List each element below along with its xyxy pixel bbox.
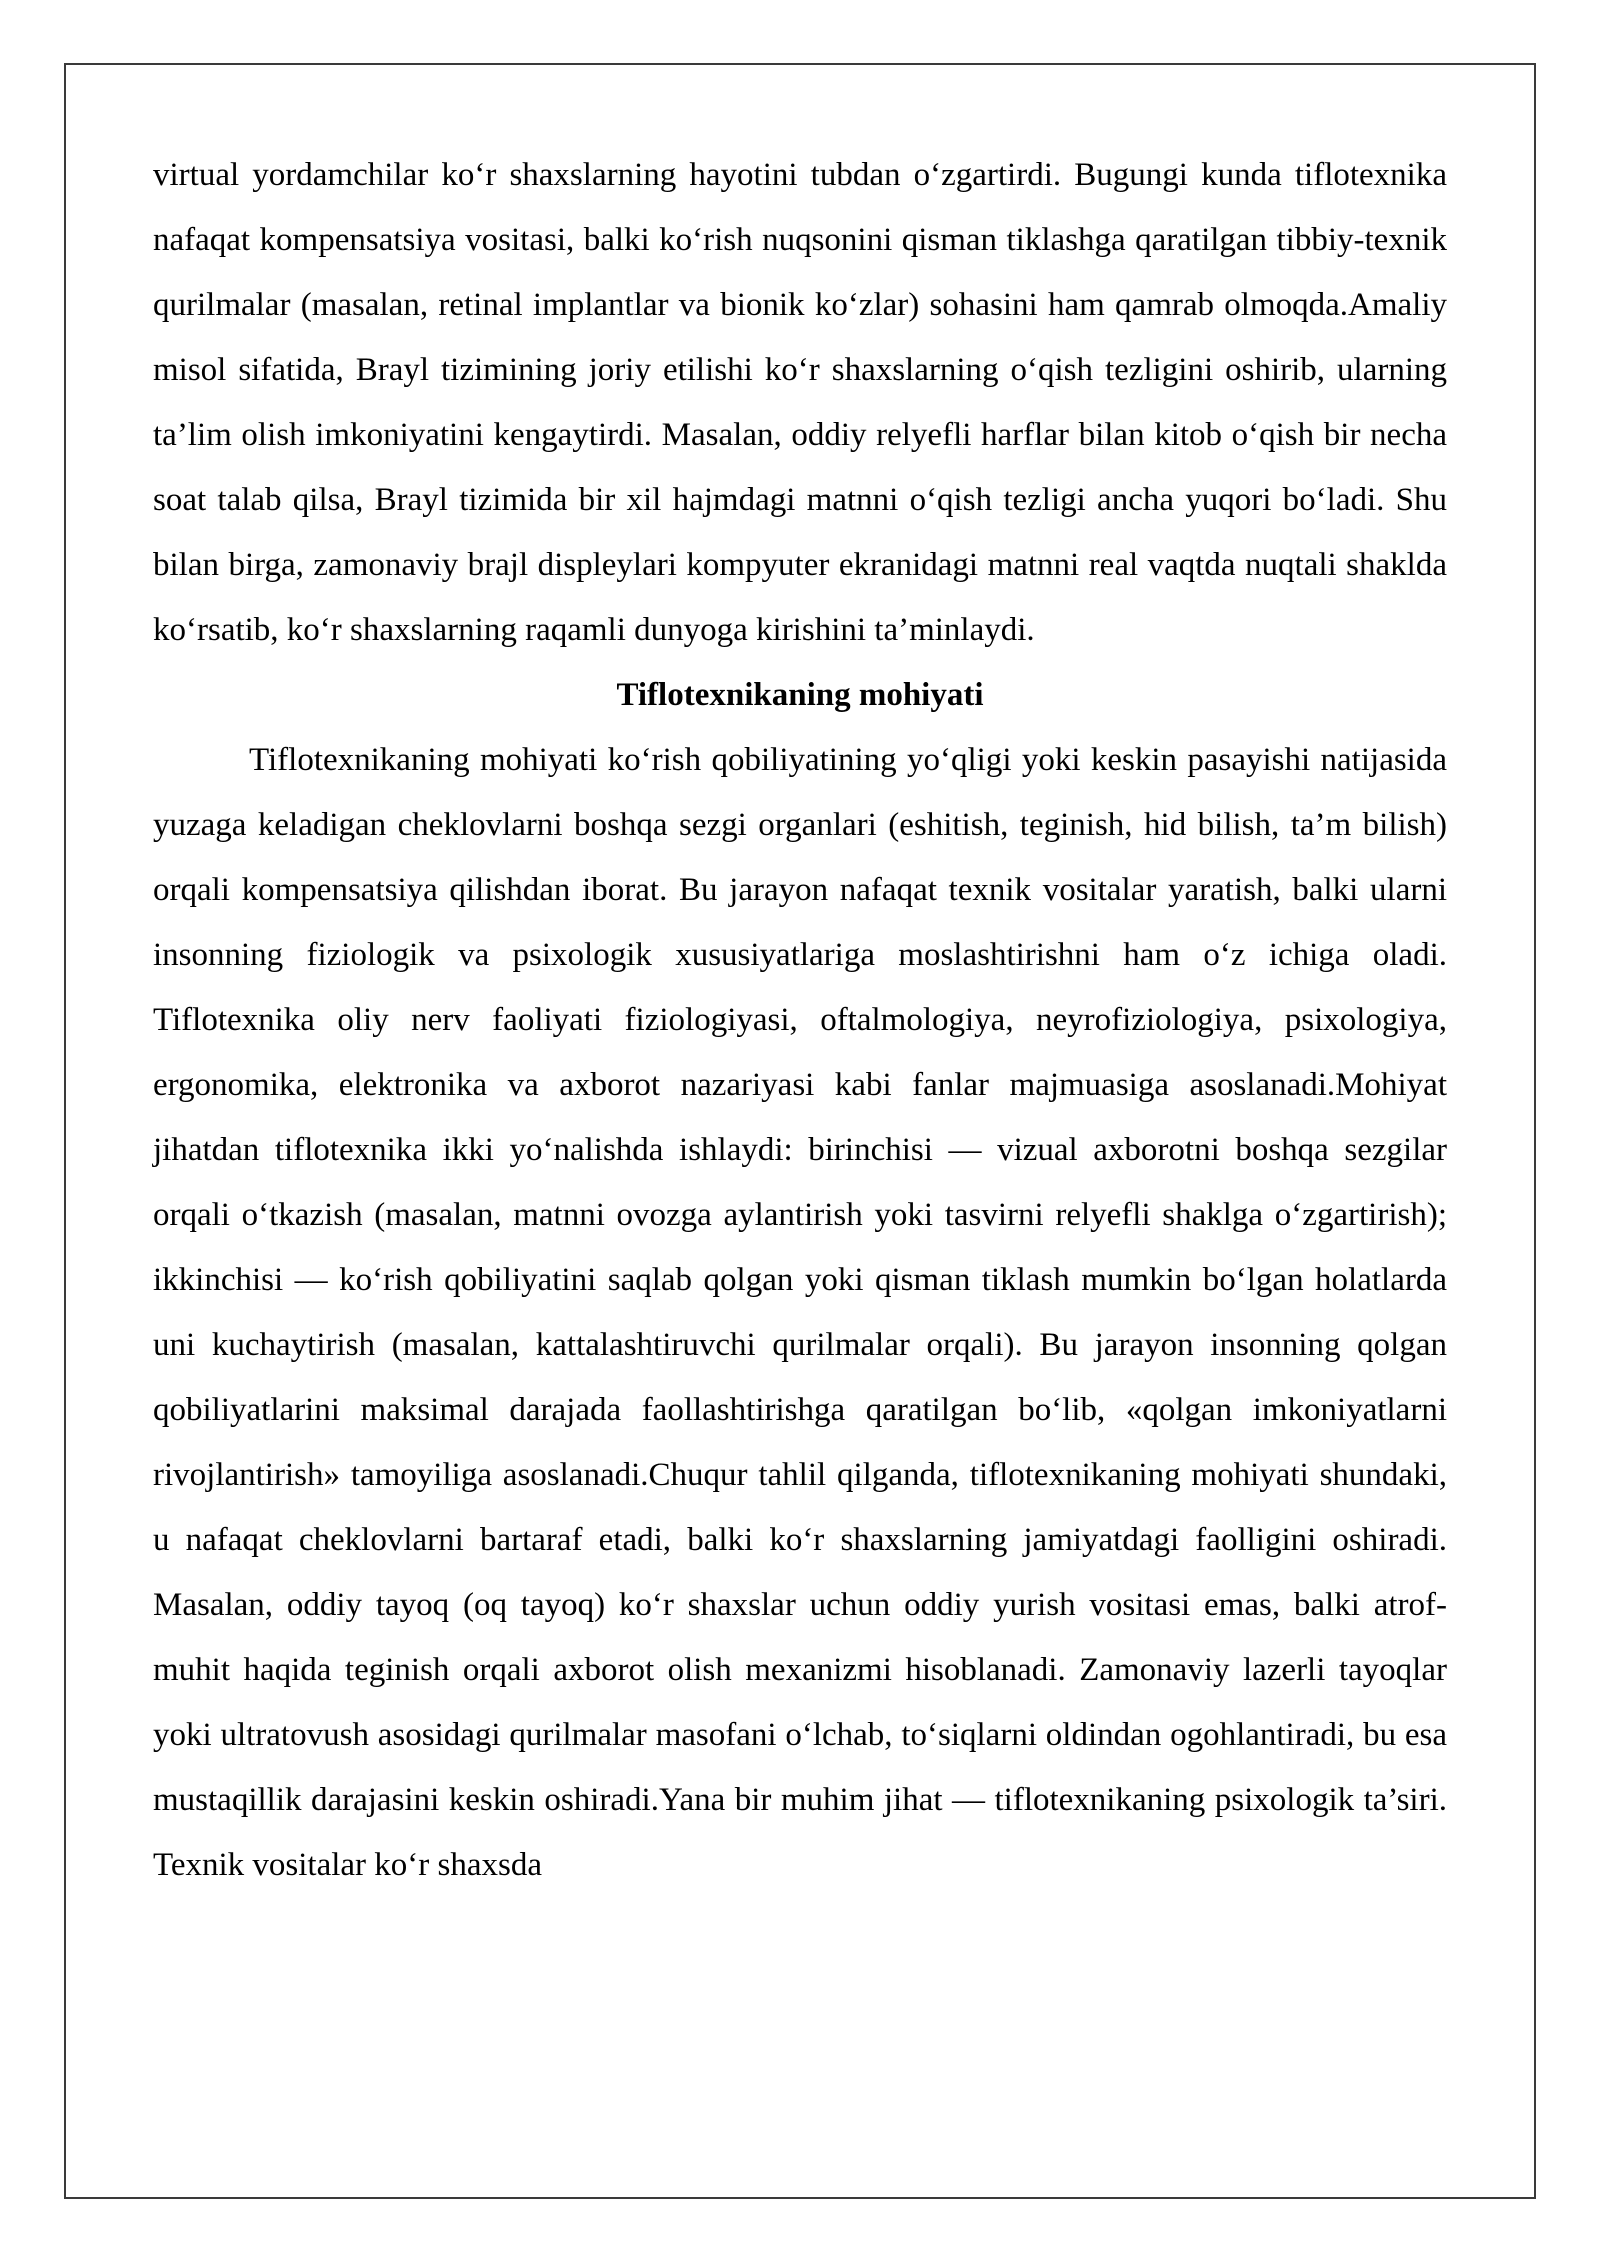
section-heading: Tiflotexnikaning mohiyati <box>616 677 984 713</box>
body-paragraph-1: virtual yordamchilar ko‘r shaxslarning hayotini tubdan o‘zgartirdi. Bugungi kunda tiflotexnika nafaqat kompensatsiya vositasi, balki ko‘rish nuqsonini qisman tiklashga qaratilgan tibbiy-texnik qurilmalar (masalan, retinal implantlar va bionik ko‘zlar) sohasini ham qamrab olmoqda.Amaliy misol sifatida, Brayl tizimining joriy etilishi ko‘r shaxslarning o‘qish tezligini oshirib, ularning ta’lim olish imkoniyatini kengaytirdi. Masalan, oddiy relyefli harflar bilan kitob o‘qish bir necha soat talab qilsa, Brayl tizimida bir xil hajmdagi matnni o‘qish tezligi ancha yuqori bo‘ladi. Shu bilan birga, zamonaviy brajl displeylari kompyuter ekranidagi matnni real vaqtda nuqtali shaklda ko‘rsatib, ko‘r shaxslarning raqamli dunyoga kirishini ta’minlaydi. <box>153 157 1447 648</box>
document-body <box>153 143 1447 1898</box>
body-paragraph-2: Tiflotexnikaning mohiyati ko‘rish qobiliyatining yo‘qligi yoki keskin pasayishi natijasida yuzaga keladigan cheklovlarni boshqa sezgi organlari (eshitish, teginish, hid bilish, ta’m bilish) orqali kompensatsiya qilishdan iborat. Bu jarayon nafaqat texnik vositalar yaratish, balki ularni insonning fiziologik va psixologik xususiyatlariga moslashtirishni ham o‘z ichiga oladi. Tiflotexnika oliy nerv faoliyati fiziologiyasi, oftalmologiya, neyrofiziologiya, psixologiya, ergonomika, elektronika va axborot nazariyasi kabi fanlar majmuasiga asoslanadi.Mohiyat jihatdan tiflotexnika ikki yo‘nalishda ishlaydi: birinchisi — vizual axborotni boshqa sezgilar orqali o‘tkazish (masalan, matnni ovozga aylantirish yoki tasvirni relyefli shaklga o‘zgartirish); ikkinchisi — ko‘rish qobiliyatini saqlab qolgan yoki qisman tiklash mumkin bo‘lgan holatlarda uni kuchaytirish (masalan, kattalashtiruvchi qurilmalar orqali). Bu jarayon insonning qolgan qobiliyatlarini maksimal darajada faollashtirishga qaratilgan bo‘lib, «qolgan imkoniyatlarni rivojlantirish» tamoyiliga asoslanadi.Chuqur tahlil qilganda, tiflotexnikaning mohiyati shundaki, u nafaqat cheklovlarni bartaraf etadi, balki ko‘r shaxslarning jamiyatdagi faolligini oshiradi. Masalan, oddiy tayoq (oq tayoq) ko‘r shaxslar uchun oddiy yurish vositasi emas, balki atrof-muhit haqida teginish orqali axborot olish mexanizmi hisoblanadi. Zamonaviy lazerli tayoqlar yoki ultratovush asosidagi qurilmalar masofani o‘lchab, to‘siqlarni oldindan ogohlantiradi, bu esa mustaqillik darajasini keskin oshiradi.Yana bir muhim jihat — tiflotexnikaning psixologik ta’siri. Texnik vositalar ko‘r shaxsda <box>153 742 1447 1883</box>
